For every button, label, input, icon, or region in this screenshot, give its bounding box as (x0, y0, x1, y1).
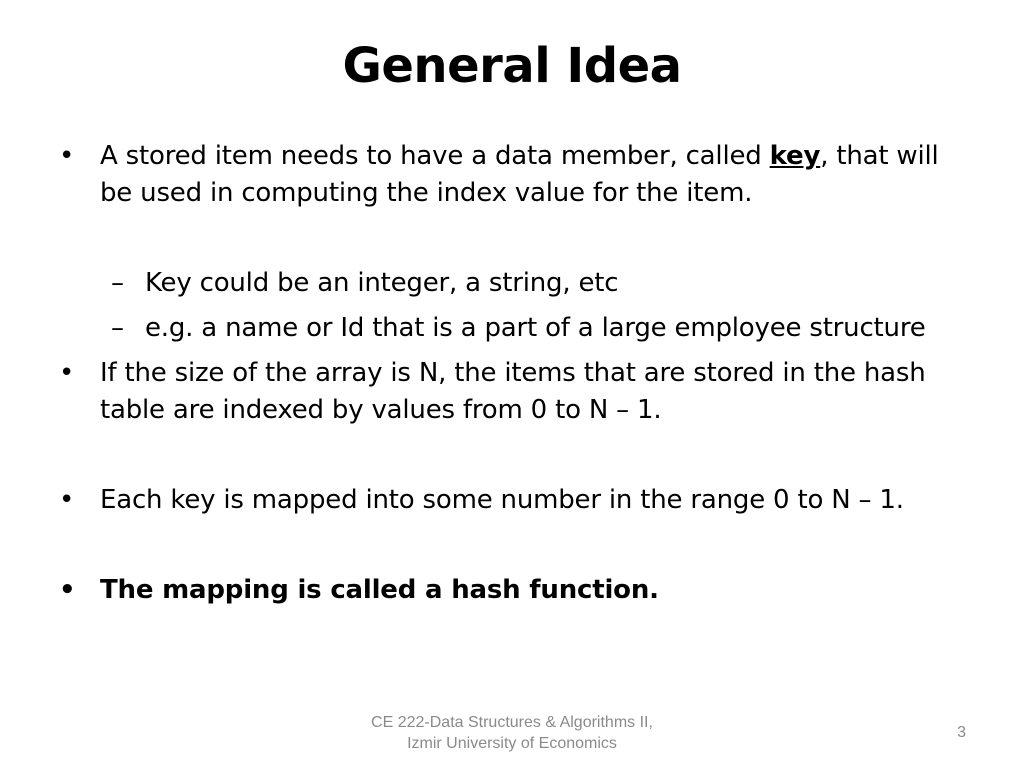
spacer (55, 429, 975, 482)
footer-course-line: CE 222-Data Structures & Algorithms II, (371, 714, 653, 731)
slide-content (55, 138, 975, 609)
bullet-item-key-mapping (55, 482, 975, 519)
bullet-item-array-size (55, 355, 975, 429)
bullet-marker: • (59, 358, 75, 388)
slide-footer (312, 712, 712, 754)
sub-item-text: e.g. a name or Id that is a part of a large employee structure (145, 313, 926, 343)
sub-bullet-marker: – (111, 313, 124, 343)
bullet-marker: • (59, 485, 75, 515)
spacer (55, 302, 975, 310)
bullet-item-key-definition (55, 138, 975, 212)
bullet-marker: • (59, 575, 76, 605)
bullet-text: Each key is mapped into some number in the range 0 to N – 1. (100, 485, 904, 515)
spacer (55, 347, 975, 355)
sub-item-key-types (55, 265, 975, 302)
slide-title: General Idea (342, 38, 682, 94)
bullet-item-hash-function (55, 572, 975, 609)
bullet-text: The mapping is called a hash function. (100, 575, 659, 605)
sub-bullet-marker: – (111, 268, 124, 298)
bullet-marker: • (59, 141, 75, 171)
bullet-text-after: , that will be used in computing the index value for the item. (100, 141, 939, 208)
bullet-text: If the size of the array is N, the items that are stored in the hash table are indexed by values from 0 to N – 1. (100, 358, 926, 425)
page-number: 3 (957, 724, 966, 741)
sub-item-text: Key could be an integer, a string, etc (145, 268, 619, 298)
spacer (55, 212, 975, 265)
bullet-text-before: A stored item needs to have a data member, called (100, 141, 770, 171)
keyword-key: key (769, 141, 821, 171)
sub-item-key-example (55, 310, 975, 347)
spacer (55, 519, 975, 572)
footer-university-line: Izmir University of Economics (407, 735, 617, 752)
